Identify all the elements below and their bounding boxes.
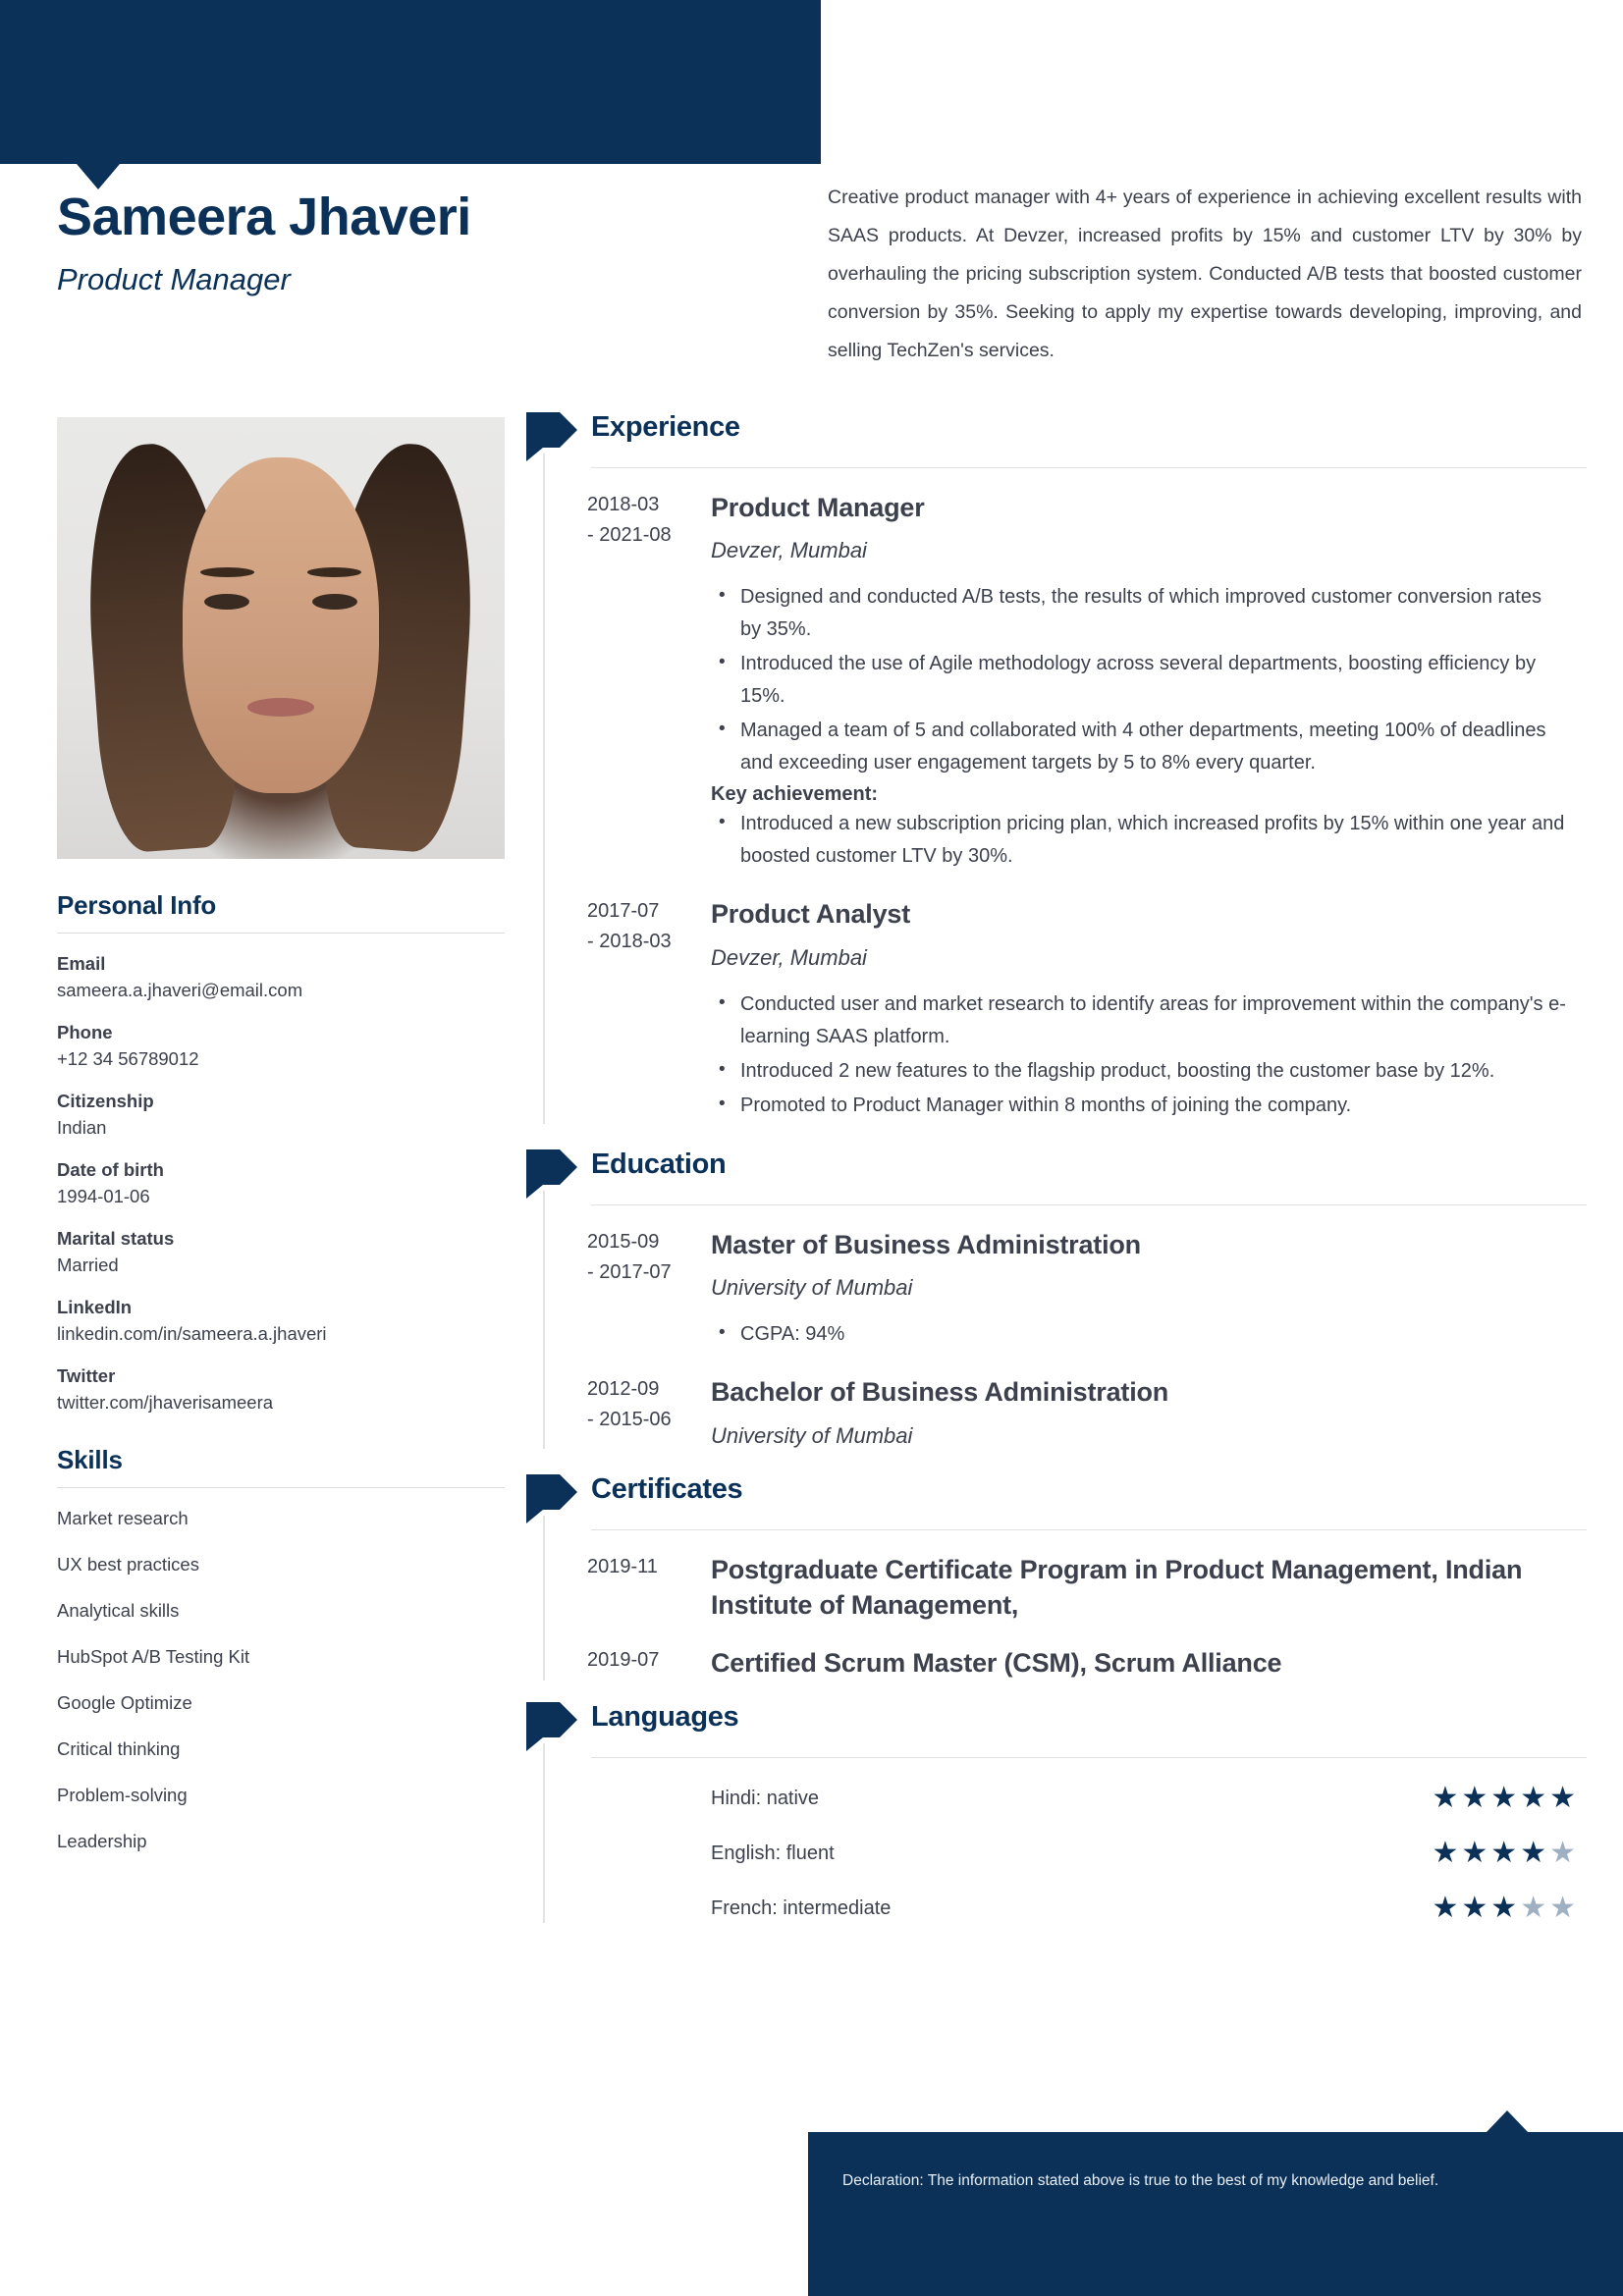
language-rating [1432,1894,1587,1923]
language-label: English: fluent [711,1842,835,1864]
personal-info-label: LinkedIn [57,1297,133,1317]
skill-item: Problem-solving [57,1785,188,1805]
job-title: Product Manager [57,262,291,297]
entry-date [526,1552,711,1624]
language-label: Hindi: native [711,1787,820,1809]
timeline-rail-languages [543,1743,545,1923]
lips [247,698,314,717]
section-languages [526,1702,1587,1923]
education-entries [526,1205,1587,1449]
entry-subtitle: Devzer, Mumbai [711,944,867,970]
entry-date [526,1645,711,1681]
flag-icon [526,1474,577,1520]
personal-info-value: Indian [57,1117,107,1138]
star-filled-icon: ★ [1490,1837,1521,1870]
star-empty-icon: ★ [1549,1837,1579,1870]
face-shape [183,457,380,793]
personal-info-value: sameera.a.jhaveri@email.com [57,980,303,1000]
name-block [57,187,784,297]
entry-subtitle: University of Mumbai [711,1422,913,1448]
personal-info-label: Marital status [57,1228,175,1249]
entry-date-end: - 2017-07 [587,1260,672,1283]
skill-item: Market research [57,1508,189,1528]
languages-header [526,1702,1587,1757]
entry-row [526,468,1587,875]
entry-date-end: - 2021-08 [587,524,672,546]
entry-body [711,896,1587,1123]
section-certificates [526,1474,1587,1681]
key-achievement-label: Key achievement: [711,783,879,806]
entry-row [526,1530,1587,1624]
personal-info-list [57,953,505,1414]
entry-date-start: 2012-09 [587,1378,660,1401]
star-filled-icon: ★ [1461,1782,1491,1815]
personal-info-item [57,1365,505,1414]
personal-info-item [57,1091,505,1139]
entry-bullet: • Designed and conducted A/B tests, the results of which improved customer conversion rates by 35%. [711,581,1567,646]
entry-date-end: - 2018-03 [587,931,672,953]
certificates-header [526,1474,1587,1529]
professional-summary: Creative product manager with 4+ years of experience in achieving excellent results with SAAS products. At Devzer, increased profits by 15% and customer LTV by 30% by overhauling the pricing subscription system. Conducted A/B tests that boosted customer conversion by 35%. Seeking to apply my expertise towards developing, improving, and selling TechZen's services. [828,187,1582,361]
declaration-banner [808,2132,1623,2296]
star-empty-icon: ★ [1520,1892,1550,1925]
entry-date-start: 2015-09 [587,1230,660,1253]
personal-info-value: linkedin.com/in/sameera.a.jhaveri [57,1323,327,1344]
skill-item: Leadership [57,1831,147,1851]
languages-title: Languages [591,1701,739,1734]
entry-date-start: 2019-07 [587,1648,660,1671]
languages-divider [591,1757,1587,1758]
skills-heading: Skills [57,1445,123,1474]
experience-title: Experience [591,411,740,443]
star-filled-icon: ★ [1520,1782,1550,1815]
personal-info-label: Twitter [57,1365,116,1386]
key-achievement-bullets [711,808,1567,873]
skill-item: Analytical skills [57,1600,180,1621]
certificates-title: Certificates [591,1472,743,1505]
entry-bullet: • Introduced a new subscription pricing plan, which increased profits by 15% within one year and boosted customer LTV by 30%. [711,808,1567,873]
footer-notch-triangle [1486,2110,1529,2133]
entry-bullet: • Introduced 2 new features to the flagship product, boosting the customer base by 12%. [711,1055,1567,1088]
language-row [526,1894,1587,1923]
timeline-rail-experience [543,454,545,1124]
entry-bullet: • Promoted to Product Manager within 8 months of joining the company. [711,1090,1567,1122]
main-column [526,412,1587,1923]
personal-info-value: +12 34 56789012 [57,1048,199,1069]
experience-header [526,412,1587,467]
personal-info-item [57,1228,505,1276]
entry-bullet: • CGPA: 94% [711,1318,1567,1351]
personal-info-label: Citizenship [57,1091,154,1111]
personal-info-item [57,1297,505,1345]
star-filled-icon: ★ [1432,1782,1462,1815]
language-rating [1432,1839,1587,1868]
personal-info-item [57,1022,505,1070]
entry-subtitle: University of Mumbai [711,1275,913,1301]
entry-title: Product Analyst [711,899,911,930]
skill-item: Critical thinking [57,1738,181,1759]
education-header [526,1149,1587,1204]
personal-info-label: Phone [57,1022,113,1042]
language-row [526,1839,1587,1868]
star-filled-icon: ★ [1432,1837,1462,1870]
entry-bullet: • Managed a team of 5 and collaborated with 4 other departments, meeting 100% of deadlines and exceeding user engagement targets by 5 to 8% every quarter. [711,715,1567,779]
skills-divider [57,1487,505,1488]
section-experience [526,412,1587,1124]
personal-info-value: 1994-01-06 [57,1186,150,1206]
star-filled-icon: ★ [1461,1892,1491,1925]
entry-body [711,1374,1587,1448]
entry-body [711,1552,1587,1624]
entry-bullet: • Conducted user and market research to identify areas for improvement within the company's e-learning SAAS platform. [711,988,1567,1053]
entry-row [526,1353,1587,1448]
top-navy-banner [0,0,821,164]
star-filled-icon: ★ [1490,1782,1521,1815]
entry-body [711,1227,1587,1353]
entry-title: Certified Scrum Master (CSM), Scrum Alliance [711,1647,1282,1678]
eyebrow-left [200,567,254,577]
flag-icon [526,1149,577,1195]
page-title: Sameera Jhaveri [57,187,471,246]
personal-info-label: Date of birth [57,1159,164,1180]
skill-item: HubSpot A/B Testing Kit [57,1646,250,1667]
flag-icon [526,1702,577,1747]
skill-item: UX best practices [57,1554,199,1575]
entry-title: Product Manager [711,493,925,522]
timeline-rail-education [543,1191,545,1449]
entry-date-end: - 2015-06 [587,1409,672,1431]
language-rows [526,1784,1587,1923]
entry-body [711,1645,1587,1681]
star-filled-icon: ★ [1520,1837,1550,1870]
personal-info-value: twitter.com/jhaverisameera [57,1392,274,1413]
personal-info-value: Married [57,1255,119,1275]
portrait-photo [57,417,505,859]
star-filled-icon: ★ [1432,1892,1462,1925]
star-filled-icon: ★ [1461,1837,1491,1870]
star-filled-icon: ★ [1549,1782,1579,1815]
education-title: Education [591,1148,727,1180]
sidebar [57,417,505,1877]
eyebrow-right [307,567,361,577]
entry-bullet: • Introduced the use of Agile methodology across several departments, boosting efficiency by 15%. [711,648,1567,713]
entry-date-start: 2019-11 [587,1555,658,1577]
personal-info-item [57,953,505,1001]
skills-list [57,1508,505,1852]
language-label: French: intermediate [711,1896,892,1919]
timeline-rail-certificates [543,1516,545,1681]
entry-row [526,1205,1587,1353]
declaration-text: Declaration: The information stated above is true to the best of my knowledge and belief. [842,2172,1439,2189]
section-education [526,1149,1587,1449]
eye-right [312,594,357,610]
star-empty-icon: ★ [1549,1892,1579,1925]
personal-info-label: Email [57,953,106,974]
entry-title: Bachelor of Business Administration [711,1377,1169,1408]
entry-date [526,490,711,875]
certificates-entries [526,1530,1587,1681]
entry-date [526,896,711,1123]
language-row [526,1784,1587,1813]
entry-title: Master of Business Administration [711,1229,1141,1259]
entry-date-start: 2018-03 [587,494,660,515]
flag-icon [526,412,577,457]
entry-bullets [711,1318,1567,1351]
entry-subtitle: Devzer, Mumbai [711,538,867,563]
experience-entries [526,468,1587,1124]
entry-row [526,1624,1587,1681]
entry-date [526,1227,711,1353]
entry-bullets [711,988,1567,1122]
entry-date-start: 2017-07 [587,900,660,923]
personal-info-item [57,1159,505,1207]
entry-title: Postgraduate Certificate Program in Product Management, Indian Institute of Management, [711,1554,1523,1621]
entry-bullets [711,581,1567,779]
skill-item: Google Optimize [57,1692,192,1713]
personal-info-divider [57,933,505,934]
entry-date [526,1374,711,1448]
entry-row [526,875,1587,1123]
personal-info-heading: Personal Info [57,890,217,920]
star-filled-icon: ★ [1490,1892,1521,1925]
entry-body [711,490,1587,875]
language-rating [1432,1784,1587,1813]
